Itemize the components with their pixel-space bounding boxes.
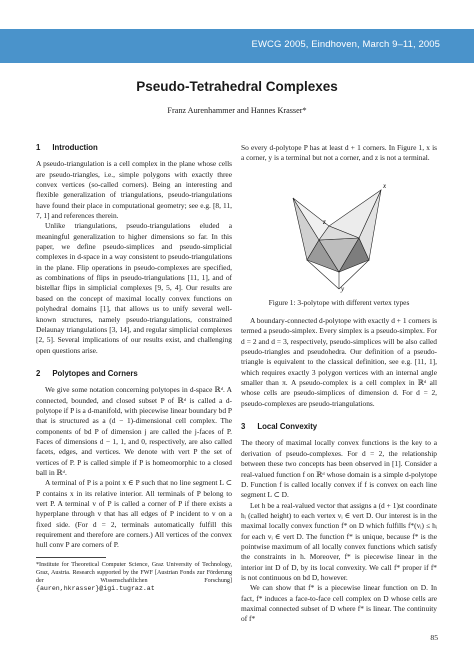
paragraph: A boundary-connected d-polytope with exactly d + 1 corners is termed a pseudo-simplex. Every simplex is a pseudo-simplex. For d = 2 and d = 3, respectively, pseudo-simplices will be also called pseudo-triangles and pseudohedra. Our definition of a pseudo-triangle is equivalent to the classical definition, see e.g. [11, 1], which requires exactly 3 polygon vertices with an internal angle smaller than π. A pseudo-complex is a cell complex in ℝᵈ all whose cells are pseudo-simplices of dimension d. For d = 2, pseudo-complexes are pseudo-triangulations. [241, 316, 437, 408]
vertex-label-y: y [341, 284, 345, 293]
footnote-text: *Institute for Theoretical Computer Science, Graz University of Technology, Graz, Austria. Research supported by the FWF [Austrian Fonds zur Förderung der Wissenschaftlichen Forschung] [36, 561, 232, 585]
paragraph: The theory of maximal locally convex functions is the key to a derivation of pseudo-complexes. For d = 2, the relationship between these two concepts has been observed in [1]. Consider a real-valued function f on ℝᵈ whose domain is a simple d-polytope D. Function f is called locally convex if f is convex on each line segment L ⊂ D. [241, 438, 437, 500]
conference-header-text: EWCG 2005, Eindhoven, March 9–11, 2005 [251, 39, 440, 50]
section-number: 3 [241, 422, 246, 432]
paragraph: We can show that f* is a piecewise linear function on D. In fact, f* induces a face-to-face cell complex on D whose cells are maximal connected subset of D where f* is linear. The continuity of f* [241, 583, 437, 624]
polytope-drawing [241, 168, 437, 294]
left-column [36, 143, 232, 594]
page-number: 85 [430, 633, 438, 642]
vertex-label-x: x [383, 181, 387, 190]
paragraph: Let h be a real-valued vector that assigns a (d + 1)st coordinate hᵢ (called height) to each vertex vᵢ ∈ vert D. Our interest is in the maximal locally convex function f* on D which fulfills f*(vᵢ) ≤ hᵢ for each vᵢ ∈ vert D. The function f* is unique, because f* is the pointwise maximum of all locally convex functions which satisfy the constraints in h. Moreover, f* is piecewise linear in the interior int D of D, by its local convexity. We call f* proper if f* is not continuous on bd D, however. [241, 500, 437, 582]
section-number: 2 [36, 368, 41, 378]
section-heading-polytopes [36, 369, 232, 379]
section-title: Local Convexity [257, 422, 318, 432]
conference-header-band [0, 29, 474, 63]
figure-3-polytope [241, 168, 437, 294]
vertex-label-z: z [323, 217, 326, 226]
paragraph: A terminal of P is a point x ∈ P such that no line segment L ⊂ P contains x in its relative interior. All terminals of P belong to vert P. A terminal v of P is called a corner of P if there exists a hyperplane through v that has all edges of P incident to v on a fixed side. (For d = 2, terminals automatically fulfill this requirement and therefore are corners.) All vertices of the convex hull conv P are corners of P. [36, 478, 232, 550]
section-number: 1 [36, 143, 41, 152]
footnote-rule [36, 557, 106, 558]
footnote [36, 561, 232, 594]
section-heading-local-convexity [241, 422, 437, 432]
right-column [241, 143, 437, 625]
section-heading-introduction [36, 143, 232, 153]
paragraph: We give some notation concerning polytopes in d-space ℝᵈ. A connected, bounded, and closed subset P of ℝᵈ is called a d-polytope if P is a d-manifold, with piecewise linear boundary bd P that is structured as a (d − 1)-dimensional cell complex. The components of bd P of dimension j are called the j-faces of P. Faces of dimensions d − 1, 1, and 0, respectively, are also called facets, edges, and vertices. We denote with vert P the set of vertices of P. P is called simple if P is homeomorphic to a closed ball in ℝᵈ. [36, 385, 232, 477]
section-title: Polytopes and Corners [52, 368, 138, 378]
paper-authors: Franz Aurenhammer and Hannes Krasser* [167, 106, 307, 115]
paragraph: So every d-polytope P has at least d + 1 corners. In Figure 1, x is a corner, y is a terminal but not a corner, and z is not a terminal. [241, 143, 437, 163]
footnote-email: {auren,hkrasser}@igi.tugraz.at [36, 585, 155, 593]
paragraph: A pseudo-triangulation is a cell complex in the plane whose cells are pseudo-triangles, i.e., simple polygons with exactly three convex vertices (so-called corners). Being an interesting and flexible generalization of triangulations, pseudo-triangulations have found their place in computational geometry; see e.g. [8, 11, 7, 1] and references therein. [36, 159, 232, 221]
section-title: Introduction [52, 143, 98, 152]
paper-title: Pseudo-Tetrahedral Complexes [136, 79, 338, 94]
figure-caption: Figure 1: 3-polytope with different vertex types [268, 297, 410, 307]
paragraph: Unlike triangulations, pseudo-triangulations eluded a meaningful generalization to higher dimensions so far. In this paper, we define pseudo-simplices and pseudo-simplicial complexes in d-space in a way consistent to pseudo-triangulations in the plane. Flip operations in pseudo-complexes are specified, as combinations of flips in pseudo-triangulations [11, 1], and of bistellar flips in simplicial complexes [9, 5, 4]. Our results are based on the concept of maximal locally convex functions on polyhedral domains [1], that allows us to unify several well-known structures, namely pseudo-triangulations, constrained Delaunay triangulations [3, 14], and regular simplicial complexes [2, 5]. Several implications of our results exist, and challenging open questions arise. [36, 221, 232, 355]
